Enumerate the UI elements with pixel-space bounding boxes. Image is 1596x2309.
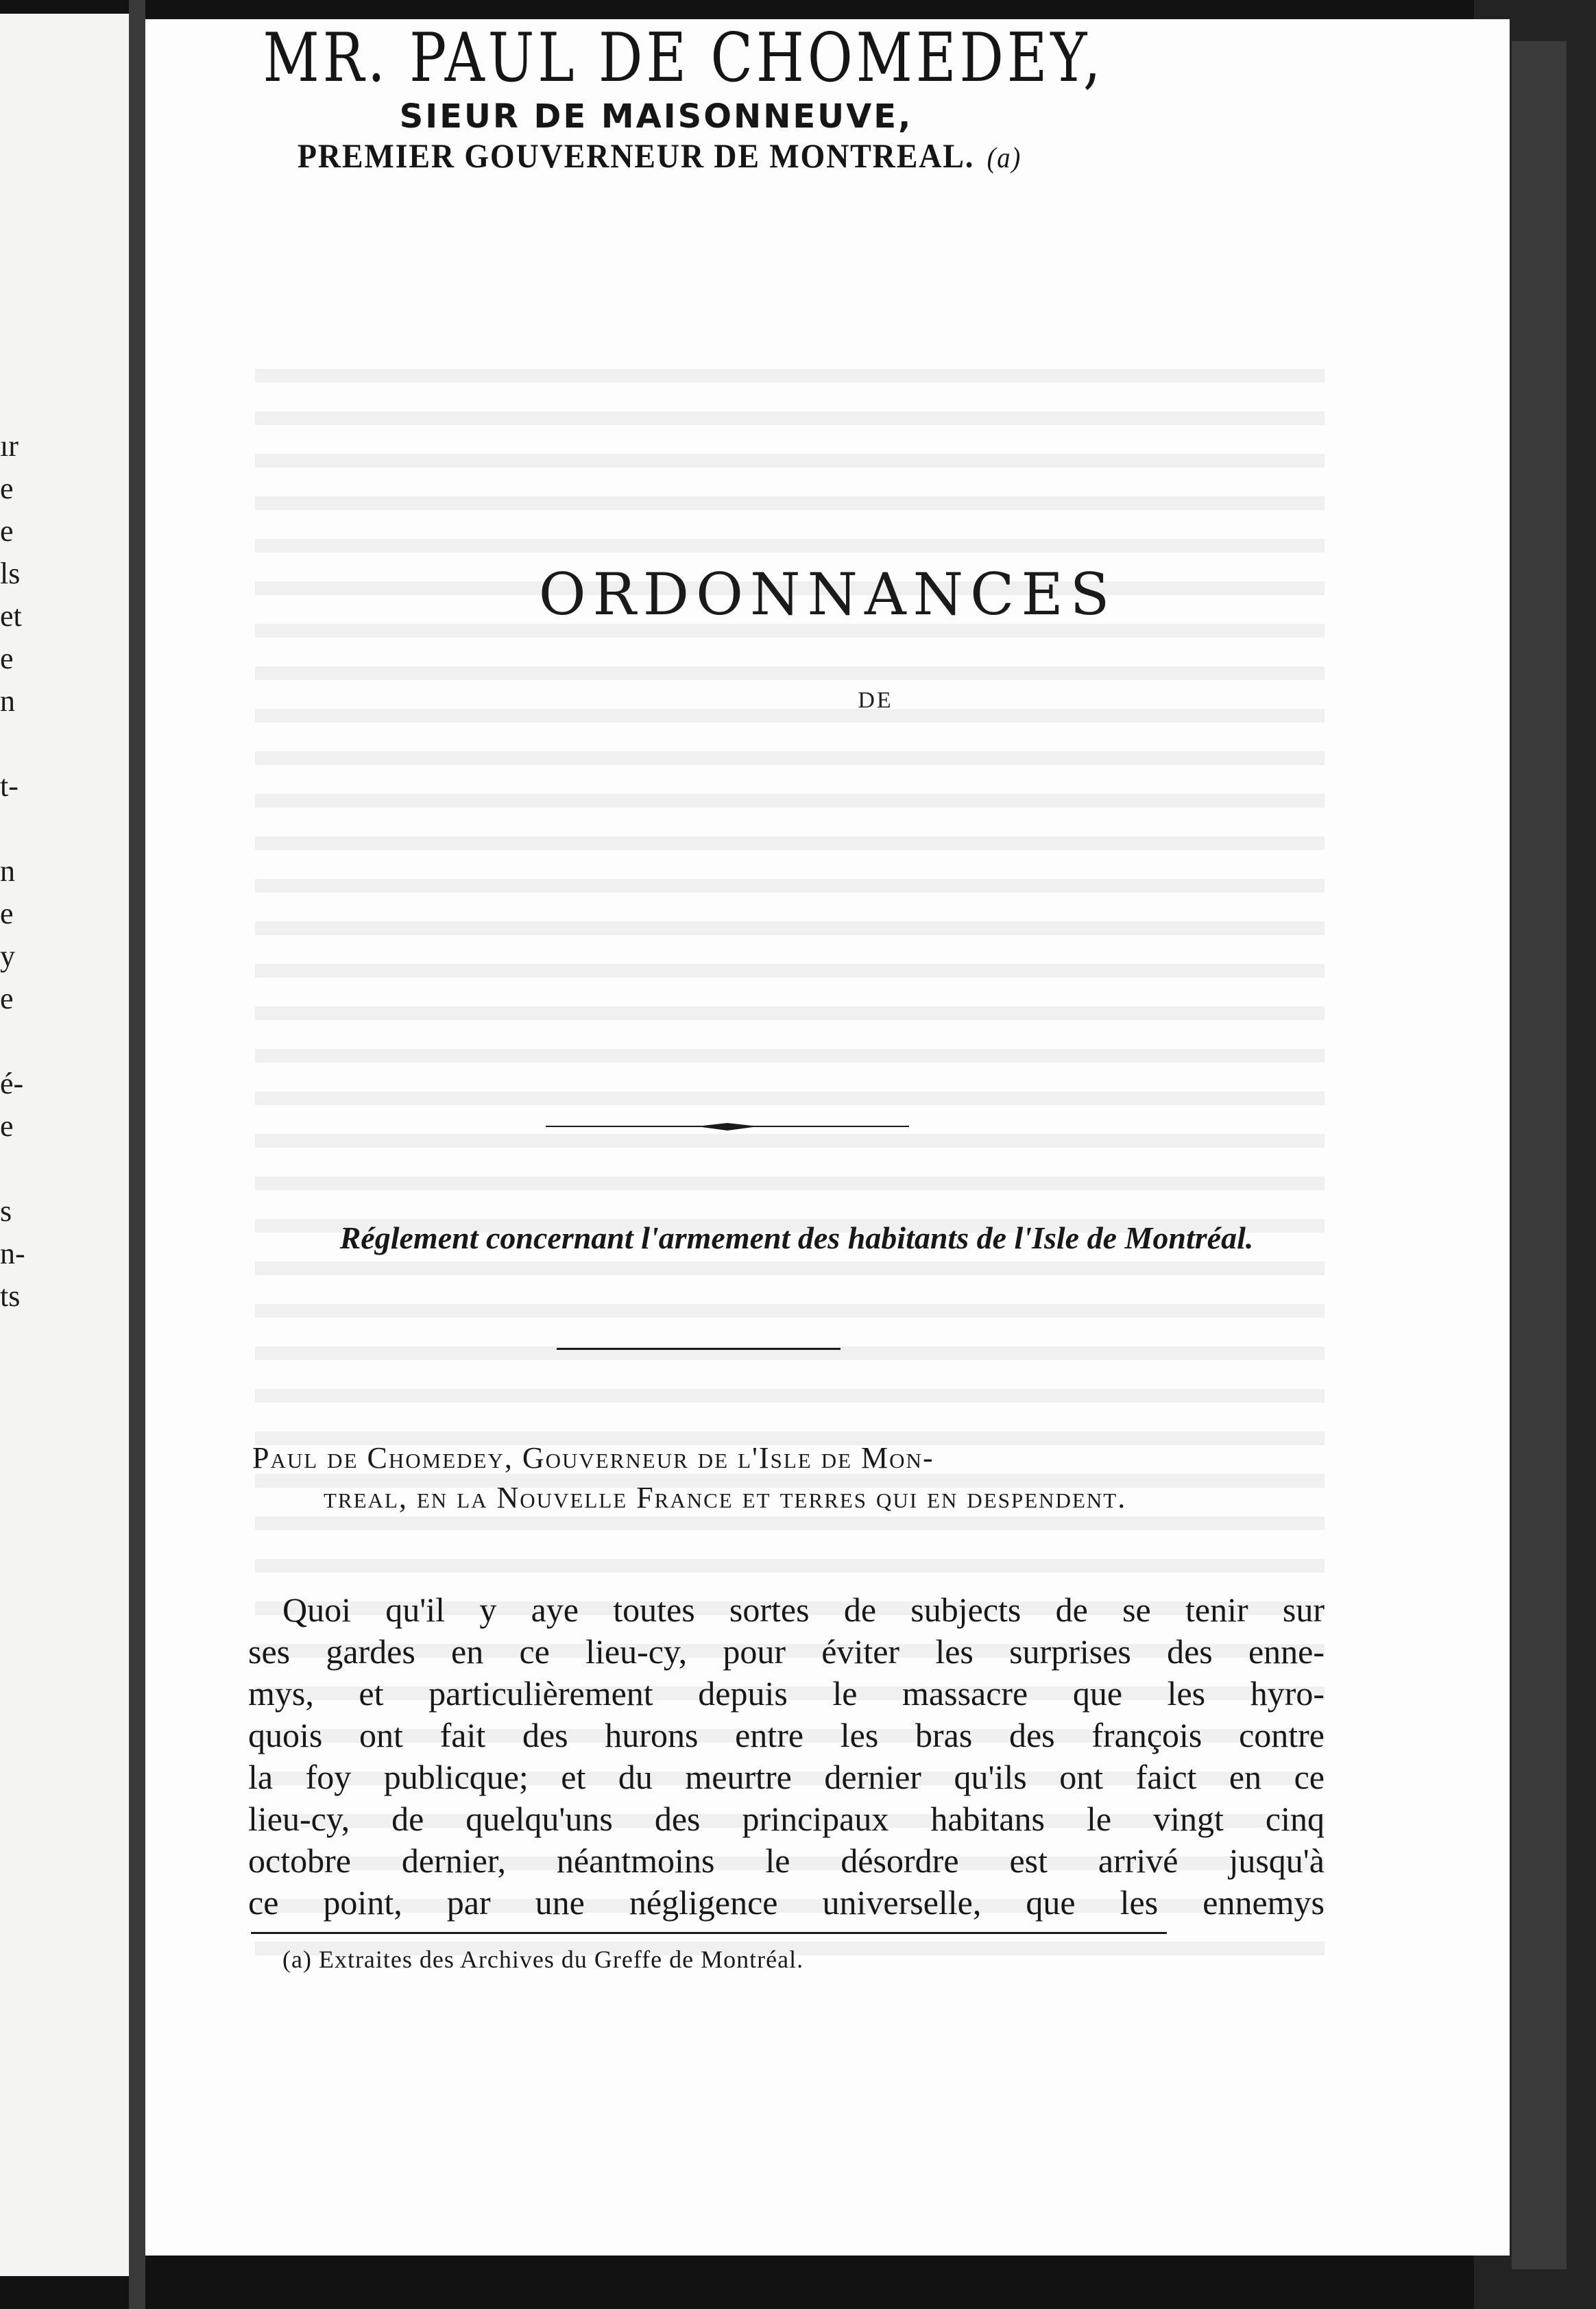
footnote-marker: (a): [987, 143, 1022, 174]
left-page-fragment: n: [0, 854, 15, 888]
left-page-fragment: e: [0, 514, 14, 548]
left-page-fragment: ls: [0, 557, 21, 590]
body-line: mys, et particulièrement depuis le massacre que les hyro-: [248, 1674, 1325, 1713]
left-page-fragment: e: [0, 982, 14, 1015]
left-page-fragment: é-: [0, 1067, 24, 1100]
left-page-fragment: [0, 808, 27, 850]
ordinance-header: [252, 1438, 1327, 1518]
left-page-fragment: et: [0, 599, 22, 633]
left-page-sliver: [0, 14, 129, 2276]
left-page-fragment: y: [0, 939, 15, 973]
body-line: octobre dernier, néantmoins le désordre est arrivé jusqu'à: [248, 1841, 1325, 1880]
left-page-fragment: ts: [0, 1279, 21, 1313]
left-page-fragment: [0, 1020, 27, 1063]
section-heading: Réglement concernant l'armement des habitants de l'Isle de Montréal.: [339, 1220, 1254, 1255]
author-office-text: PREMIER GOUVERNEUR DE MONTREAL.: [297, 136, 975, 175]
left-page-fragment: e: [0, 1109, 14, 1143]
body-line: ce point, par une négligence universelle, que les ennemys: [248, 1883, 1325, 1922]
left-page-fragment: [0, 723, 27, 765]
body-line: Quoi qu'il y aye toutes sortes de subjects de se tenir sur: [282, 1591, 1325, 1629]
left-page-fragment: e: [0, 642, 14, 675]
author-title: SIEUR DE MAISONNEUVE,: [399, 97, 913, 136]
body-text: [248, 1589, 1325, 1924]
ordinance-header-line1: Paul de Chomedey, Gouverneur de l'Isle de Mon-: [252, 1441, 934, 1475]
right-page-edge: [1512, 41, 1567, 2269]
book-page: [145, 19, 1510, 2256]
left-page-fragment: e: [0, 472, 14, 505]
left-page-fragment: n: [0, 684, 15, 718]
title-connector: DE: [858, 688, 893, 713]
ornamental-rule: [546, 1123, 909, 1131]
left-page-fragment: n-: [0, 1237, 25, 1270]
ordinance-header-line2: treal, en la Nouvelle France et terres qui en despendent.: [324, 1481, 1127, 1514]
left-page-text-fragments: [0, 425, 27, 1318]
body-line: ses gardes en ce lieu-cy, pour éviter les surprises des enne-: [248, 1632, 1325, 1671]
left-page-fragment: [0, 1148, 27, 1190]
left-page-edge: [129, 0, 145, 2309]
author-name: MR. PAUL DE CHOMEDEY,: [263, 19, 1104, 97]
footnote: (a) Extraites des Archives du Greffe de Montréal.: [282, 1946, 804, 1973]
section-rule: [557, 1348, 841, 1350]
page-title: ORDONNANCES: [538, 561, 1117, 628]
left-page-fragment: t-: [0, 769, 19, 803]
body-line: la foy publicque; et du meurtre dernier qu'ils ont faict en ce: [248, 1758, 1325, 1796]
left-page-fragment: s: [0, 1194, 12, 1228]
body-line: quois ont fait des hurons entre les bras des françois contre: [248, 1716, 1325, 1754]
body-line: lieu-cy, de quelqu'uns des principaux habitans le vingt cinq: [248, 1800, 1325, 1838]
author-office: [186, 136, 1133, 176]
footnote-rule: [251, 1932, 1167, 1934]
left-page-fragment: ır: [0, 429, 19, 463]
left-page-fragment: e: [0, 897, 14, 930]
